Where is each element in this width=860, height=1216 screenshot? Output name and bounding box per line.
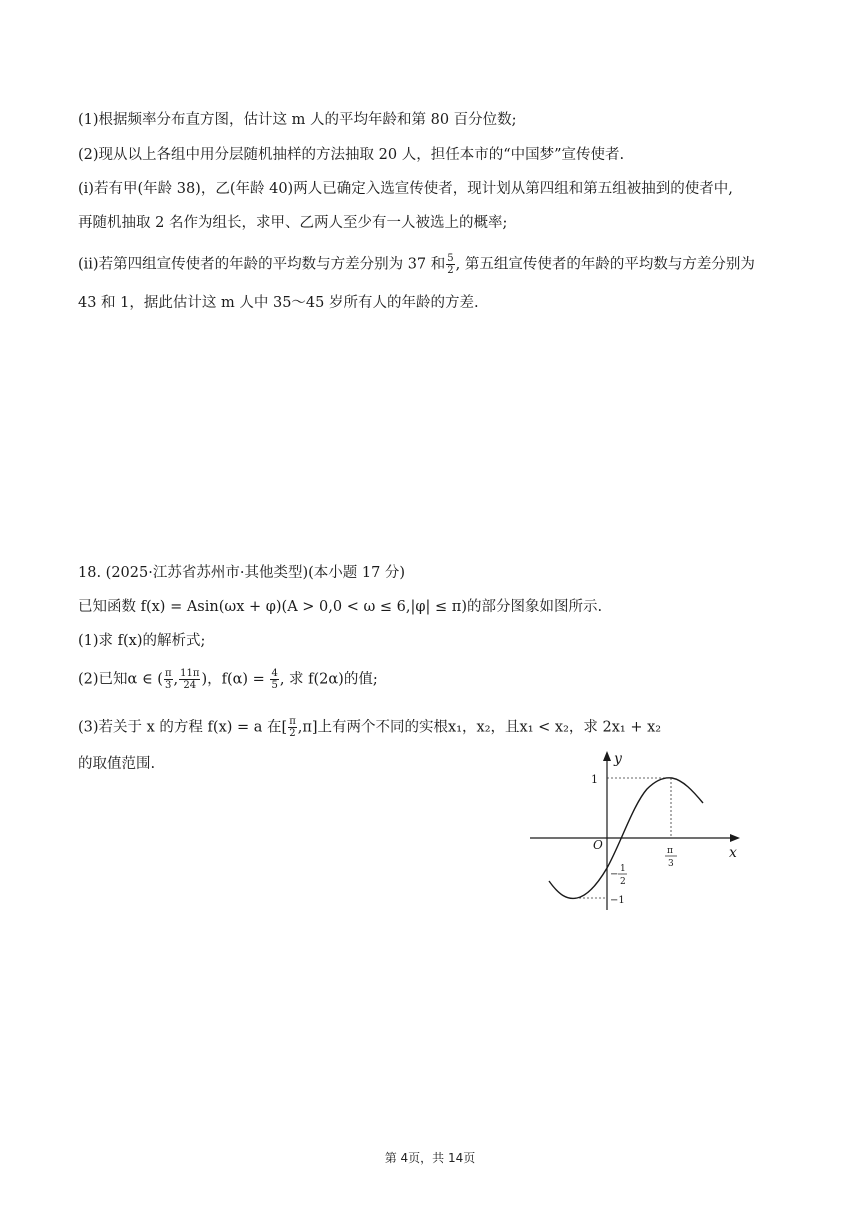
y-axis-label: y	[614, 751, 622, 767]
fraction-four-fifths: $\frac{4}{5}$	[271, 668, 278, 691]
x-axis-label: x	[729, 845, 737, 861]
function-graph	[525, 745, 775, 915]
fraction-pi-over-3: $\frac{\pi}{3}$	[164, 668, 172, 691]
q17-part2: (2)现从以上各组中用分层随机抽样的方法抽取 20 人，担任本市的“中国梦”宣传使者.	[78, 147, 625, 163]
q18-p2-pre: (2)已知α ∈ (	[78, 671, 163, 688]
q17-part2-ii-line2: 43 和 1，据此估计这 m 人中 35～45 岁所有人的年龄的方差.	[78, 295, 479, 311]
q18-part1: (1)求 f(x)的解析式;	[78, 633, 206, 649]
q18-part2	[78, 668, 378, 691]
tick-label-pi3-num: π	[667, 846, 673, 856]
q18-part3-line1	[78, 716, 661, 739]
tick-label-neg-one: −1	[610, 895, 625, 906]
tick-label-half-den: 2	[620, 877, 626, 887]
q18-stem: 已知函数 f(x) = Asin(ωx + φ)(A > 0,0 < ω ≤ 6,|φ| ≤ π)的部分图象如图所示.	[78, 599, 603, 615]
q18-p2-comma: ,	[173, 671, 179, 688]
q17-part1: (1)根据频率分布直方图，估计这 m 人的平均年龄和第 80 百分位数;	[78, 112, 517, 128]
q17-part2-i-line1: (ⅰ)若有甲(年龄 38)，乙(年龄 40)两人已确定入选宣传使者，现计划从第四组和第五组被抽到的使者中,	[78, 181, 733, 197]
q18-p3-pre: (3)若关于 x 的方程 f(x) = a 在[	[78, 719, 288, 736]
tick-label-pi3-den: 3	[668, 859, 674, 869]
q18-p3-post: ,π]上有两个不同的实根x₁，x₂，且x₁ < x₂，求 2x₁ + x₂	[297, 719, 662, 736]
q17-ii-text-pre: (ⅱ)若第四组宣传使者的年龄的平均数与方差分别为 37 和	[78, 256, 446, 273]
fraction-11pi-over-24: $\frac{11\pi}{24}$	[180, 668, 200, 691]
q17-part2-ii-line1	[78, 253, 755, 276]
q17-part2-i-line2: 再随机抽取 2 名作为组长，求甲、乙两人至少有一人被选上的概率;	[78, 215, 508, 231]
origin-label: O	[593, 838, 603, 852]
y-axis-arrow	[603, 751, 611, 761]
q17-ii-text-post: , 第五组宣传使者的年龄的平均数与方差分别为	[455, 256, 755, 273]
q18-p2-post: , 求 f(2α)的值;	[279, 671, 378, 688]
tick-label-neg-half-sign: −	[610, 869, 619, 880]
q18-header: 18. (2025·江苏省苏州市·其他类型)(本小题 17 分)	[78, 565, 406, 581]
page-footer: 第 4页，共 14页	[384, 1151, 476, 1165]
tick-label-one: 1	[591, 773, 598, 786]
fraction-five-halves: $\frac{5}{2}$	[447, 253, 454, 276]
fraction-pi-over-2: $\frac{\pi}{2}$	[289, 716, 296, 739]
x-axis-arrow	[730, 834, 740, 842]
q18-part3-line2: 的取值范围.	[78, 756, 156, 772]
q18-p2-mid: )，f(α) =	[201, 671, 270, 688]
tick-label-half-num: 1	[620, 864, 626, 874]
